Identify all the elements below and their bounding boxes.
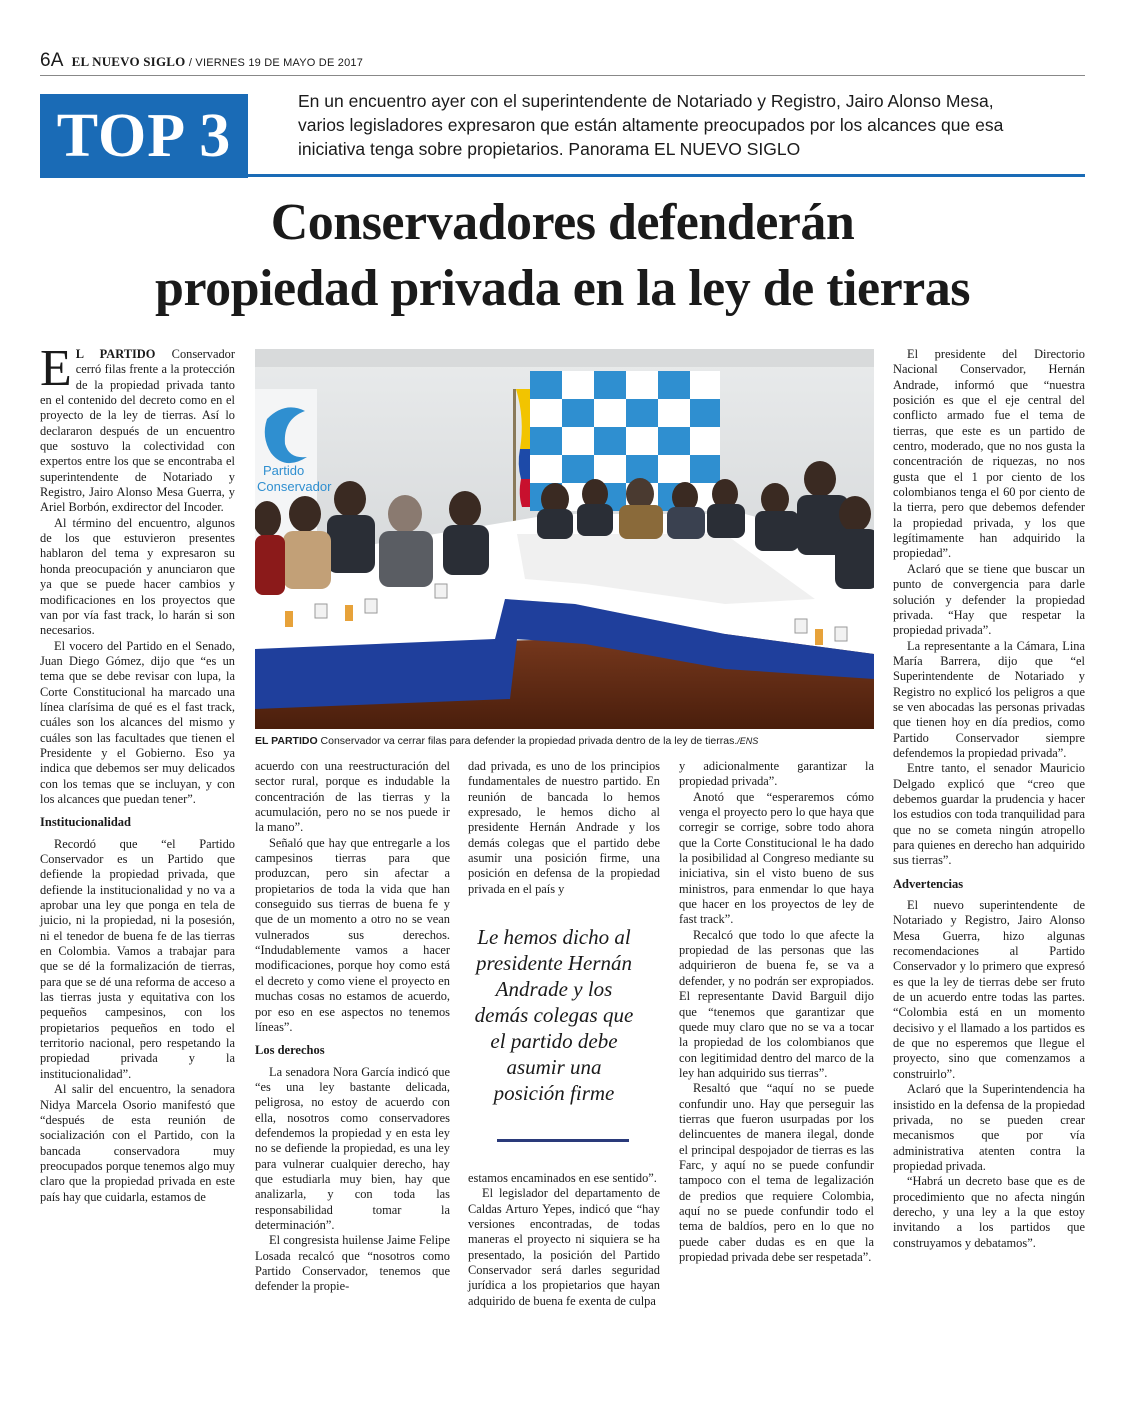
caption-text: Conservador va cerrar filas para defender la propiedad privada dentro de la ley de tierras. xyxy=(317,735,738,747)
banner-text-partido: Partido xyxy=(263,463,305,478)
paragraph: La representante a la Cámara, Lina María Barrera, dijo que “el Superintendente de Notariado y Registro no explicó los peligros a que se ven abocadas las personas privadas que tienen hoy en día predios, como Partido Conservador siempre defendemos la propiedad privada”. xyxy=(893,638,1085,760)
paragraph: Entre tanto, el senador Mauricio Delgado explicó que “creo que debemos guardar la prudencia y hacer los estudios con toda tranquilidad para que no se cometa ningún atropello para quienes en derecho han adquirido sus tierras”. xyxy=(893,761,1085,868)
section-tag: TOP 3 xyxy=(40,94,248,178)
photo-caption xyxy=(255,735,874,747)
paragraph: Recalcó que todo lo que afecte la propiedad de las personas que las adquirieron de buena fe, se va a defender, y no podrán ser expropiados. El representante David Barguil dijo que “tenemos que garantizar que quede muy claro que no se va a tocar la propiedad de los colombianos que con legitimidad dentro del marco de la ley han adquirido sus tierras”. xyxy=(679,927,874,1080)
paragraph: El vocero del Partido en el Senado, Juan Diego Gómez, dijo que “es un tema que se debe revisar con lupa, la Corte Constitucional ha marcado una línea clarísima de qué es el fast track, cuáles son los alcances del mismo y cuáles son las facultades que tienen el Presidente y el Gobierno. Eso ya indica que debemos ser muy delicados con los temas que se incluyan, y con los alcances que puedan tener”. xyxy=(40,638,235,806)
page-number: 6A xyxy=(40,50,64,71)
article-column-1 xyxy=(40,340,235,1205)
drop-cap: E xyxy=(40,340,72,397)
subhead: Advertencias xyxy=(893,876,964,891)
paragraph: Al término del encuentro, algunos de los que estuvieron presentes hablaron del tema y expresaron su honda preocupación y anunciaron que ya que se puede hacer cambios y modificaciones en los proyectos que van por vía fast track, lo harán si son necesarios. xyxy=(40,515,235,638)
caption-lead: EL PARTIDO xyxy=(255,735,318,747)
banner-text-conservador: Conservador xyxy=(257,479,332,494)
paragraph: El nuevo superintendente de Notariado y Registro, Jairo Alonso Mesa Guerra, hizo algunas recomendaciones al Partido Conservador y lo primero que expresó es que la ley de tierras debe ser fruto de un acuerdo entre todas las partes. “Colombia está en un momento decisivo y el llamado a los partidos es de que no esperemos que llegue el proyecto, sino que comenzamos a construirlo”. xyxy=(893,898,1085,1081)
paragraph: El legislador del departamento de Caldas Arturo Yepes, indicó que “hay versiones encontradas, de todas maneras el proyecto ni siquiera se ha presentado, la posición del Partido Conservador será darles seguridad jurídica a los propietarios que hayan adquirido de buena fe exenta de culpa xyxy=(468,1186,660,1308)
headline xyxy=(40,190,1085,322)
article-column-4 xyxy=(679,759,874,1265)
headline-line-1: Conservadores defenderán xyxy=(270,194,855,251)
paragraph: El presidente del Directorio Nacional Conservador, Hernán Andrade, informó que “nuestra posición es que el eje central del conflicto armado fue el tema de tierras, que este es un partido de centro, moderado, que no nos gusta la concentración de riquezas, no nos gusta que el 1 por ciento de los colombianos tenga el 60 por ciento de la tierra, pero que debemos defender la propiedad privada, y los que legítimamente han adquirido la propiedad”. xyxy=(893,347,1085,561)
paragraph: La senadora Nora García indicó que “es una ley bastante delicada, peligrosa, no estoy de acuerdo con ella, nosotros como conservadores defendemos la propiedad y en esta ley no se defiende la propiedad, es una ley para vulnerar cualquier derecho, hay que estudiarla muy bien, hay que analizarla, y con toda las responsabilidad tomar la determinación”. xyxy=(255,1064,450,1232)
article-column-5 xyxy=(893,347,1085,1251)
paragraph: Anotó que “esperaremos cómo venga el proyecto pero lo que haya que corregir se corrige, sobre todo ahora que la Corte Constitucional le ha dado la posibilidad al Congreso mediante su iniciativa, sin el visto bueno de sus ministros, para enmendar lo que haya que hacer en los proyectos de ley de fast track”. xyxy=(679,789,874,927)
paragraph: El congresista huilense Jaime Felipe Losada recalcó que “nosotros como Partido Conservador, tenemos que defender la propie- xyxy=(255,1233,450,1294)
meeting-photo-illustration xyxy=(255,349,874,729)
header-divider xyxy=(40,75,1085,76)
article-column-2 xyxy=(255,759,450,1295)
paragraph: acuerdo con una reestructuración del sector rural, porque es indudable la concentración de las tierras y la acumulación, pero no se nos puede ir la mano”. xyxy=(255,759,450,835)
paragraph: estamos encaminados en ese sentido”. xyxy=(468,1171,657,1185)
deck-summary: En un encuentro ayer con el superintendente de Notariado y Registro, Jairo Alonso Mesa, varios legisladores expresaron que están altamente preocupados por los alcances que esa iniciativa tenga sobre propietarios. Panorama EL NUEVO SIGLO xyxy=(298,91,1004,159)
publication-name: EL NUEVO SIGLO xyxy=(71,54,186,69)
paragraph: y adicionalmente garantizar la propiedad privada”. xyxy=(679,759,874,789)
pull-quote: Le hemos dicho al presidente Hernán Andrade y los demás colegas que el partido debe asumir una posición firme xyxy=(474,925,634,1105)
section-tag-rule xyxy=(248,174,1085,177)
paragraph: Aclaró que se tiene que buscar un punto de convergencia para darle solución y defender la propiedad privada. “Hay que respetar la propiedad privada”. xyxy=(893,561,1085,638)
paragraph: Señaló que hay que entregarle a los campesinos tierras para que produzcan, pero sin afectar a propietarios de toda la vida que han conseguido sus tierras de buena fe y que de un momento a otro no se vean vulnerados sus derechos. “Indudablemente vamos a hacer modificaciones, porque hoy como está el decreto y como viene el proyecto en muchas cosas no estamos de acuerdo, por eso en ese aspectos no tenemos líneas”. xyxy=(255,835,450,1034)
subhead: Institucionalidad xyxy=(40,815,132,830)
paragraph: Resaltó que “aquí no se puede confundir uno. Hay que perseguir las tierras que fueron usurpadas por los delincuentes de manera ilegal, donde el principal despojador de tierras es las Farc, y aquí no se puede confundir tampoco con el tema de legalización de predios que requiere Colombia, aquí no se puede confundir todo el tema de baldíos, pero en lo que no puede caber dudas es en que la propiedad privada debe ser respetada”. xyxy=(679,1081,874,1264)
lead-in: L PARTIDO xyxy=(75,347,156,361)
article-column-3-bottom xyxy=(468,1171,660,1309)
publication-date: / VIERNES 19 DE MAYO DE 2017 xyxy=(188,57,364,69)
headline-line-2: propiedad privada en la ley de tierras xyxy=(155,260,970,317)
paragraph: “Habrá un decreto base que es de procedimiento que no afecta ningún derecho, y una ley a la que estoy invitando a los partidos que construyamos y debatamos”. xyxy=(893,1174,1085,1250)
article-column-3-top xyxy=(468,759,660,897)
subhead: Los derechos xyxy=(255,1043,325,1058)
paragraph: Recordó que “el Partido Conservador es un Partido que defiende la propiedad privada, que defiende la institucionalidad y no va a aprobar una ley que ponga en tela de juicio, ni la propiedad, ni la posesión, ni el tenedor de buena fe de las tierras en Colombia. Vamos a trabajar para que se dé la formalización de tierras, para que se dé una reforma de acceso a las tierras justa y equitativa con los pequeños campesinos, con los propietarios pequeños en todo el territorio nacional, pero respetando la propiedad privada y la institucionalidad”. xyxy=(40,836,235,1081)
paragraph: Al salir del encuentro, la senadora Nidya Marcela Osorio manifestó que “después de esta reunión de socialización con el Partido, con la bancada conservadora muy preocupados porque tenemos algo muy claro que la propiedad privada en este país hay que cuidarla, estamos de xyxy=(40,1082,235,1204)
pull-quote-rule xyxy=(497,1139,629,1142)
page-header xyxy=(40,50,363,72)
paragraph: Aclaró que la Superintendencia ha insistido en la defensa de la propiedad privada, no se pueden crear mecanismos que por vía administrativa atenten contra la propiedad privada. xyxy=(893,1082,1085,1173)
article-photo xyxy=(255,349,874,729)
paragraph: dad privada, es uno de los principios fundamentales de nuestro partido. En reunión de bancada lo hemos expresado, le hemos dicho al presidente Hernán Andrade y los demás colegas que el partido debe asumir una posición firme, una posición en defensa de la propiedad privada en el país y xyxy=(468,759,660,896)
lead-paragraph: E L PARTIDO Conservador cerró filas frente a la protección de la propiedad privada tanto en el contenido del decreto como en el proyecto de la ley de tierras. Así lo declararon después de un encuentro que sostuvo la colectividad con expertos entre los que se encontraba el superintendente de Notariado y Registro, Jairo Alonso Mesa Guerra, y Ariel Borbón, exdirector del Incoder. xyxy=(40,340,235,515)
photo-credit: /ENS xyxy=(737,736,759,746)
